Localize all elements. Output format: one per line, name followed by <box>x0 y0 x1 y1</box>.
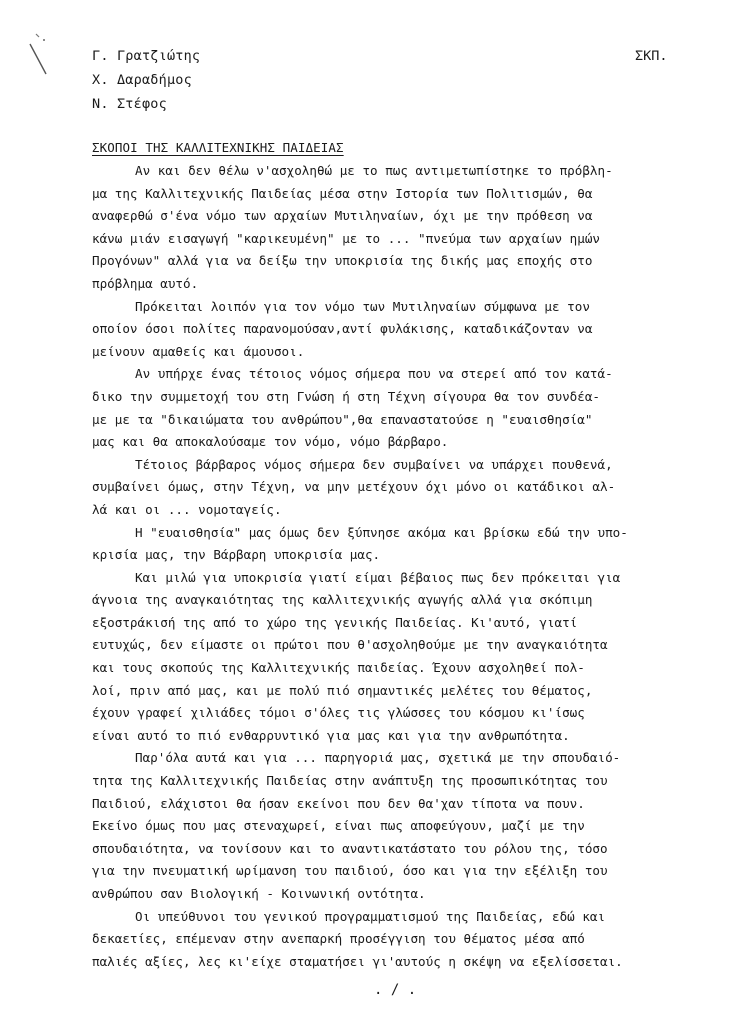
text-line: μας και θα αποκαλούσαμε τον νόμο, νόμο βάρβαρο. <box>92 434 449 450</box>
text-line: κάνω μιάν εισαγωγή "καρικευμένη" με το ... "πνεύμα των αρχαίων ημών <box>92 230 600 246</box>
text-line: συμβαίνει όμως, στην Τέχνη, να μην μετέχουν όχι μόνο οι κατάδικοι αλ- <box>92 479 616 495</box>
text-line: για την πνευματική ωρίμανση του παιδιού, όσο και για την εξέλιξη του <box>92 863 608 879</box>
text-line: κρισία μας, την Βάρβαρη υποκρισία μας. <box>92 547 381 563</box>
text-line: Παρ'όλα αυτά και για ... παρηγοριά μας, σχετικά με την σπουδαιό- <box>135 750 621 766</box>
text-line: οποίον όσοι πολίτες παρανομούσαν,αντί φυλάκισης, καταδικάζονταν να <box>92 321 593 337</box>
page-marker: . / . <box>374 982 417 998</box>
text-line: δικο την συμμετοχή του στη Γνώση ή στη Τέχνη σίγουρα θα τον συνδέα- <box>92 388 600 404</box>
text-line: Εκείνο όμως που μας στεναχωρεί, είναι πως αποφεύγουν, μαζί με την <box>92 818 585 834</box>
text-line: Και μιλώ για υποκρισία γιατί είμαι βέβαιος πως δεν πρόκειται για <box>135 569 621 585</box>
text-line: Παιδιού, ελάχιστοι θα ήσαν εκείνοι που δεν θα'χαν τίποτα να πουν. <box>92 795 585 811</box>
text-line: Τέτοιος βάρβαρος νόμος σήμερα δεν συμβαίνει να υπάρχει πουθενά, <box>135 456 613 472</box>
text-line: Αν και δεν θέλω ν'ασχοληθώ με το πως αντιμετωπίστηκε το πρόβλη- <box>135 163 613 178</box>
author-name: Χ. Δαραδήμος <box>92 72 192 88</box>
text-line: λά και οι ... νομοταγείς. <box>92 501 282 517</box>
text-line: ανθρώπου σαν Βιολογική - Κοινωνική οντότητα. <box>92 886 426 901</box>
text-line: εξοστράκισή της από το χώρο της γενικής Παιδείας. Κι'αυτό, γιατί <box>92 614 578 630</box>
text-line: άγνοια της αναγκαιότητας της καλλιτεχνικής αγωγής αλλά για σκόπιμη <box>92 592 593 608</box>
text-line: Προγόνων" αλλά για να δείξω την υποκρισία της δικής μας εποχής στο <box>92 253 593 269</box>
text-line: λοί, πριν από μας, και με πολύ πιό σημαντικές μελέτες του θέματος, <box>92 682 593 698</box>
scan-mark <box>24 30 50 78</box>
text-line: Αν υπήρχε ένας τέτοιος νόμος σήμερα που να στερεί από τον κατά- <box>135 366 613 382</box>
text-line: τητα της Καλλιτεχνικής Παιδείας στην ανάπτυξη της προσωπικότητας του <box>92 773 608 789</box>
text-line: παλιές αξίες, λες κι'είχε σταματήσει γι'αυτούς η σκέψη να εξελίσσεται. <box>92 953 623 969</box>
text-line: Η "ευαισθησία" μας όμως δεν ξύπνησε ακόμα και βρίσκω εδώ την υπο- <box>135 524 628 540</box>
document-code: ΣΚΠ. <box>635 48 668 64</box>
text-line: μα της Καλλιτεχνικής Παιδείας μέσα στην Ιστορία των Πολιτισμών, θα <box>92 185 593 201</box>
text-line: έχουν γραφεί χιλιάδες τόμοι σ'όλες τις γλώσσες του κόσμου κι'ίσως <box>92 705 585 721</box>
author-name: Γ. Γρατζιώτης <box>92 48 201 64</box>
text-line: δεκαετίες, επέμεναν στην ανεπαρκή προσέγγιση του θέματος μέσα από <box>92 931 585 947</box>
text-line: Οι υπεύθυνοι του γενικού προγραμματισμού της Παιδείας, εδώ και <box>135 908 606 924</box>
text-line: ευτυχώς, δεν είμαστε οι πρώτοι που θ'ασχοληθούμε με την αναγκαιότητα <box>92 637 608 653</box>
text-line: και τους σκοπούς της Καλλιτεχνικής παιδείας. Έχουν ασχοληθεί πολ- <box>92 660 585 676</box>
text-line: μείνουν αμαθείς και άμουσοι. <box>92 343 305 359</box>
text-line: Πρόκειται λοιπόν για τον νόμο των Μυτιληναίων σύμφωνα με τον <box>135 298 590 314</box>
text-line: σπουδαιότητα, να τονίσουν και το αναντικατάστατο του ρόλου της, τόσο <box>92 840 608 856</box>
text-line: αναφερθώ σ'ένα νόμο των αρχαίων Μυτιληναίων, όχι με την πρόθεση να <box>92 208 593 224</box>
document-title: ΣΚΟΠΟΙ ΤΗΣ ΚΑΛΛΙΤΕΧΝΙΚΗΣ ΠΑΙΔΕΙΑΣ <box>92 140 344 155</box>
authors-block <box>92 44 200 116</box>
text-line: πρόβλημα αυτό. <box>92 275 199 291</box>
text-line: είναι αυτό το πιό ενθαρρυντικό για μας και για την ανθρωπότητα. <box>92 727 570 743</box>
body-text <box>92 160 704 973</box>
author-name: Ν. Στέφος <box>92 96 167 112</box>
text-line: με με τα "δικαιώματα του ανθρώπου",θα επαναστατούσε η "ευαισθησία" <box>92 411 593 427</box>
